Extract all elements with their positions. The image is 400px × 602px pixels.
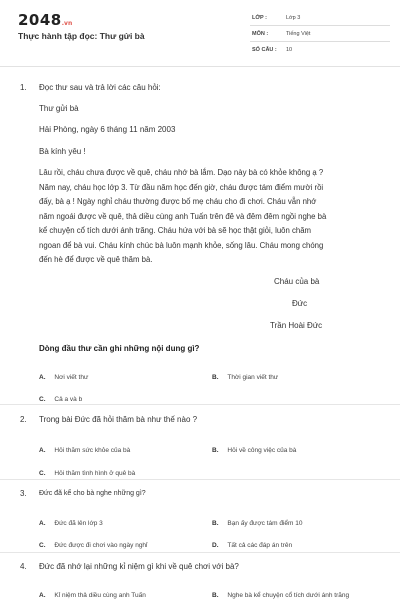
letter-body-line: đấy, bà ạ ! Ngày nghỉ cháu thường được bố mẹ cháu cho đi chơi. Cháu vẫn nhớ: [39, 197, 317, 206]
letter-body: [39, 166, 389, 268]
letter-body-line: ngoan để bà vui. Cháu kính chúc bà luôn mạnh khỏe, sống lâu. Cháu mong chóng: [39, 240, 324, 250]
question-prompt: Đức đã nhớ lại những kỉ niệm gì khi về quê chơi với bà?: [39, 562, 239, 571]
meta-divider: [250, 41, 390, 42]
meta-value-count: 10: [286, 47, 293, 53]
meta-value-subject: Tiếng Việt: [286, 31, 311, 37]
question-number: 1.: [20, 83, 27, 92]
option-b[interactable]: B. Thời gian viết thư: [212, 374, 279, 381]
option-a[interactable]: A. Đức đã lên lớp 3: [39, 520, 103, 527]
option-a[interactable]: A. Hỏi thăm sức khỏe của bà: [39, 447, 131, 454]
option-b[interactable]: B. Nghe bà kể chuyện cổ tích dưới ánh trăng: [212, 592, 350, 599]
meta-divider: [250, 25, 390, 26]
option-c[interactable]: C. Đức được đi chơi vào ngày nghỉ: [39, 542, 148, 549]
question-prompt: Đọc thư sau và trả lời các câu hỏi:: [39, 83, 161, 92]
sub-question: Dòng đầu thư cần ghi những nội dung gì?: [39, 344, 200, 353]
option-a[interactable]: A. Nơi viết thư: [39, 374, 89, 381]
option-d[interactable]: D. Tất cả các đáp án trên: [212, 542, 293, 549]
letter-date: Hải Phòng, ngày 6 tháng 11 năm 2003: [39, 125, 176, 134]
site-logo[interactable]: 2048.vn: [18, 11, 73, 29]
meta-label-subject: MÔN :: [252, 31, 269, 37]
option-b[interactable]: B. Hỏi về công việc của bà: [212, 447, 297, 454]
question-divider: [0, 479, 400, 480]
meta-value-class: Lớp 3: [286, 15, 301, 21]
letter-body-line: Năm nay, cháu học lớp 3. Từ đầu năm học đến giờ, cháu được tám điểm mười rồi: [39, 182, 324, 192]
question-number: 3.: [20, 489, 27, 498]
question-prompt: Trong bài Đức đã hỏi thăm bà như thế nào ?: [39, 415, 198, 424]
letter-body-line: kể chuyện cổ tích dưới ánh trăng. Cháu hứa với bà sẽ học thật giỏi, luôn chăm: [39, 226, 312, 235]
letter-greeting: Bà kính yêu !: [39, 147, 86, 156]
option-b[interactable]: B. Bạn ấy được tám điểm 10: [212, 520, 303, 527]
option-a[interactable]: A. Kỉ niệm thả diều cùng anh Tuấn: [39, 592, 146, 599]
question-prompt: Đức đã kể cho bà nghe những gì?: [39, 490, 146, 497]
logo-suffix: .vn: [61, 20, 73, 27]
question-divider: [0, 404, 400, 405]
letter-signature: Đức: [292, 299, 308, 308]
header-divider: [0, 66, 400, 67]
option-c[interactable]: C. Hỏi thăm tình hình ở quê bà: [39, 470, 136, 477]
option-c[interactable]: C. Cả a và b: [39, 396, 83, 403]
letter-fullname: Trần Hoài Đức: [270, 321, 323, 330]
letter-body-line: Lâu rồi, cháu chưa được về quê, cháu nhớ bà lắm. Dạo này bà có khỏe không ạ ?: [39, 168, 324, 177]
question-number: 4.: [20, 562, 27, 571]
letter-title: Thư gửi bà: [39, 104, 79, 113]
meta-label-count: SỐ CÂU :: [252, 47, 277, 53]
letter-signoff: Cháu của bà: [274, 277, 320, 286]
page-title: Thực hành tập đọc: Thư gửi bà: [18, 31, 145, 41]
question-divider: [0, 552, 400, 553]
letter-body-line: năm ngoái được về quê, thả diều cùng anh Tuấn trên đê và đêm đêm ngồi nghe bà: [39, 211, 327, 221]
letter-body-line: đến hè để được về quê thăm bà.: [39, 255, 153, 264]
meta-label-class: LỚP :: [252, 15, 267, 21]
question-number: 2.: [20, 415, 27, 424]
